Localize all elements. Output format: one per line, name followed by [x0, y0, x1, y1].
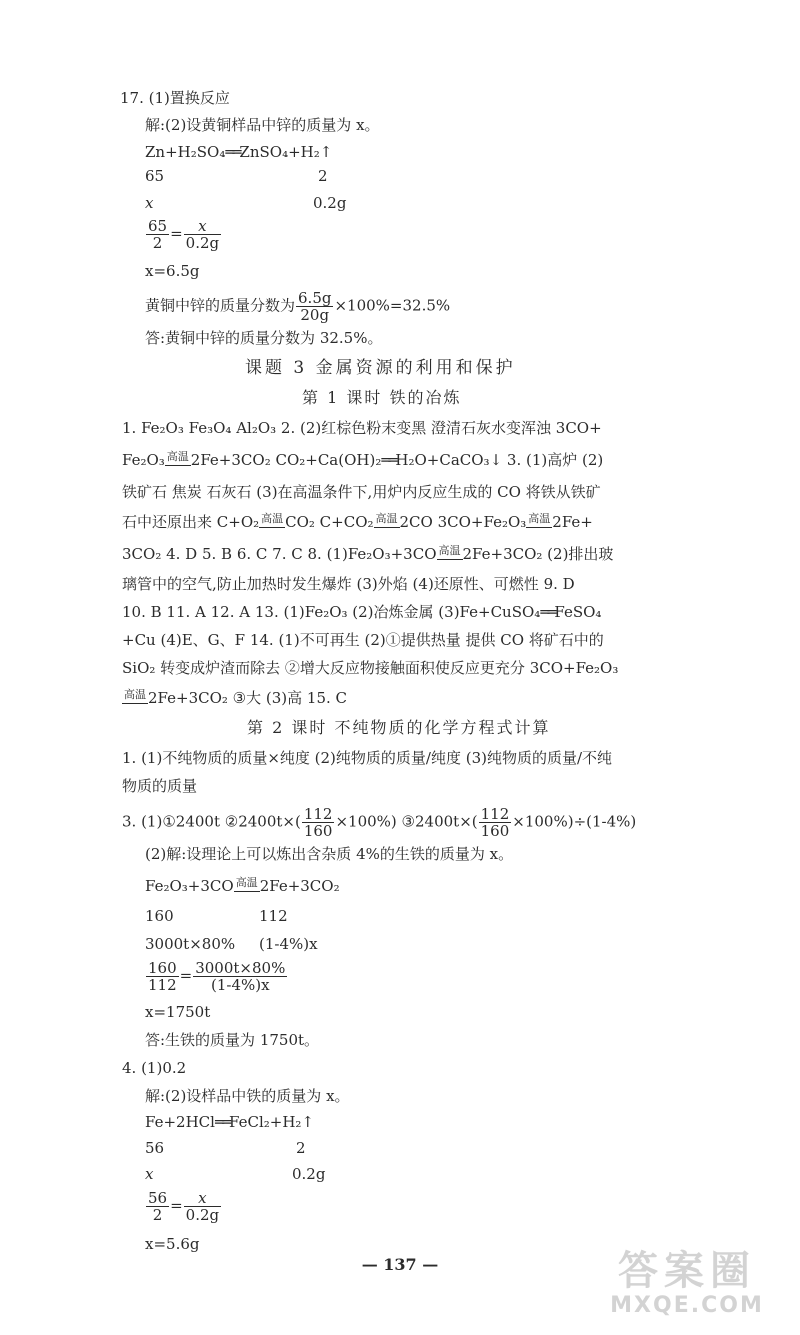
lesson2-iron-mass: (1-4%)x [259, 935, 318, 953]
text: 2Fe+3CO₂ [259, 877, 340, 895]
reaction-line [374, 527, 400, 532]
equal-sign: ══ [540, 603, 555, 621]
lesson1-line-9: SiO₂ 转变成炉渣而除去 ②增大反应物接触面积使反应更充分 3CO+Fe₂O₃ [122, 659, 619, 677]
high-temp-condition [259, 512, 285, 532]
q17-percent [145, 290, 450, 323]
denominator: 2 [152, 1206, 163, 1224]
q17-var-x: x [145, 194, 154, 212]
high-temp-condition [374, 512, 400, 532]
denominator: 160 [303, 822, 333, 840]
q4-var-x: x [145, 1165, 154, 1183]
condition-label: 高温 [375, 512, 398, 525]
fraction [146, 960, 179, 993]
denominator: 2 [152, 234, 163, 252]
denominator: 160 [480, 822, 510, 840]
lesson1-line-5 [122, 544, 613, 564]
reaction-line [234, 891, 260, 896]
text: H₂O+CaCO₃↓ 3. (1)高炉 (2) [395, 451, 604, 469]
q17-result: x=6.5g [145, 262, 200, 280]
fraction [184, 1190, 221, 1223]
text: 2CO 3CO+Fe₂O₃ [399, 513, 527, 531]
text: 3CO₂ 4. D 5. B 6. C 7. C 8. (1)Fe₂O₃+3CO [122, 545, 437, 563]
lesson2-solution-setup: (2)解:设理论上可以炼出含杂质 4%的生铁的质量为 x。 [145, 845, 514, 863]
condition-label: 高温 [235, 876, 258, 889]
denominator: 0.2g [185, 1206, 220, 1224]
q4-result: x=5.6g [145, 1235, 200, 1253]
high-temp-condition [234, 876, 260, 896]
lesson2-equation [145, 876, 340, 896]
lesson2-molar-fe: 112 [259, 907, 288, 925]
lesson2-answer: 答:生铁的质量为 1750t。 [145, 1031, 320, 1049]
lesson2-ratio: $\frac{160}{112}$ = $\frac{3000t\times 80\%}{(1-4\%)x}$ [148, 959, 286, 994]
lesson1-line-8: +Cu (4)E、G、F 14. (1)不可再生 (2)①提供热量 提供 CO 将矿石中的 [122, 631, 604, 649]
q17-molar-h2: 2 [318, 167, 328, 185]
lesson2-result: x=1750t [145, 1003, 211, 1021]
lesson-1-heading: 第 1 课时 铁的冶炼 [302, 388, 462, 407]
reaction-line [437, 559, 463, 564]
text: 2Fe+ [552, 513, 593, 531]
lesson2-molar-fe2o3: 160 [145, 907, 174, 925]
text: 2Fe+3CO₂ ③大 (3)高 15. C [148, 689, 348, 707]
watermark-text: 答案圈 [618, 1248, 756, 1294]
condition-label: 高温 [124, 688, 146, 701]
lesson1-line-7 [122, 602, 601, 622]
fraction [479, 806, 512, 839]
watermark-url: MXQE.COM [610, 1293, 764, 1318]
equal-sign: ══ [381, 451, 396, 469]
condition-label: 高温 [528, 512, 551, 525]
lesson1-line-6: 璃管中的空气,防止加热时发生爆炸 (3)外焰 (4)还原性、可燃性 9. D [122, 575, 575, 593]
denominator: 0.2g [185, 234, 220, 252]
numerator: 6.5g [298, 289, 332, 307]
q17-part1: 17. (1)置换反应 [120, 89, 230, 107]
percent-label: 黄铜中锌的质量分数为 [145, 296, 296, 315]
page-number: — 137 — [361, 1255, 439, 1274]
equation-right: FeCl₂+H₂↑ [229, 1113, 314, 1131]
q4-h2-mass: 0.2g [292, 1165, 326, 1183]
numerator: 56 [148, 1189, 168, 1207]
numerator: x [184, 1190, 221, 1207]
fraction [302, 806, 335, 839]
text: ×100%) ③2400t×( [335, 812, 478, 831]
numerator: 3000t×80% [195, 959, 286, 977]
numerator: 160 [148, 959, 177, 977]
high-temp-condition [437, 544, 463, 564]
equation-left: Zn+H₂SO₄ [145, 143, 226, 161]
q4-solution-setup: 解:(2)设样品中铁的质量为 x。 [145, 1087, 350, 1105]
numerator: x [184, 218, 221, 235]
q17-equation [145, 142, 332, 162]
condition-label: 高温 [166, 450, 189, 463]
q17-molar-zn: 65 [145, 167, 165, 185]
text: 石中还原出来 C+O₂ [122, 513, 260, 531]
lesson2-line-1: 1. (1)不纯物质的质量×纯度 (2)纯物质的质量/纯度 (3)纯物质的质量/不纯 [122, 749, 613, 767]
text: 2Fe+3CO₂ (2)排出玻 [462, 545, 614, 563]
watermark-logo [592, 1249, 782, 1329]
q17-h2-mass: 0.2g [313, 194, 347, 212]
q4-ratio: $\frac{56}{2}$ = $\frac{x}{0.2g}$ [148, 1189, 220, 1224]
lesson1-line-10 [122, 688, 347, 708]
fraction [146, 1190, 169, 1223]
denominator: 20g [300, 306, 330, 324]
text: 10. B 11. A 12. A 13. (1)Fe₂O₃ (2)冶炼金属 (3)Fe+CuSO₄ [122, 603, 541, 621]
fraction [193, 960, 287, 993]
text: Fe₂O₃ [122, 451, 165, 469]
fraction [146, 218, 169, 251]
lesson-2-heading: 第 2 课时 不纯物质的化学方程式计算 [247, 718, 551, 737]
lesson2-q3-part1 [122, 806, 636, 839]
condition-label: 高温 [261, 512, 284, 525]
text: ×100%)÷(1-4%) [512, 812, 637, 831]
text: FeSO₄ [554, 603, 602, 621]
lesson1-line-4 [122, 512, 593, 532]
denominator: 112 [148, 976, 177, 994]
text: 2Fe+3CO₂ CO₂+Ca(OH)₂ [190, 451, 382, 469]
text: 3. (1)①2400t ②2400t×( [122, 812, 301, 831]
equation-right: ZnSO₄+H₂↑ [239, 143, 333, 161]
equal-sign: ══ [214, 1113, 229, 1131]
q4-part1: 4. (1)0.2 [122, 1059, 187, 1077]
section-heading: 课题 3 金属资源的利用和保护 [245, 358, 516, 378]
text: CO₂ C+CO₂ [285, 513, 374, 531]
lesson2-line-2: 物质的质量 [122, 777, 198, 795]
q17-ratio: $\frac{65}{2}$ = $\frac{x}{0.2g}$ [148, 217, 220, 252]
numerator: 112 [303, 805, 333, 823]
reaction-line [165, 465, 191, 470]
reaction-line [526, 527, 552, 532]
high-temp-condition [526, 512, 552, 532]
q17-answer: 答:黄铜中锌的质量分数为 32.5%。 [145, 329, 383, 347]
lesson2-ore-mass: 3000t×80% [145, 935, 236, 953]
condition-label: 高温 [438, 544, 461, 557]
fraction [296, 290, 333, 323]
text: Fe₂O₃+3CO [145, 877, 234, 895]
denominator: (1-4%)x [210, 976, 270, 994]
q4-molar-h2: 2 [296, 1139, 306, 1157]
fraction [184, 218, 221, 251]
percent-result: ×100%=32.5% [334, 296, 451, 315]
high-temp-condition [165, 450, 191, 470]
lesson1-line-1: 1. Fe₂O₃ Fe₃O₄ Al₂O₃ 2. (2)红棕色粉末变黑 澄清石灰水变浑浊 3CO+ [122, 419, 602, 437]
lesson1-line-3: 铁矿石 焦炭 石灰石 (3)在高温条件下,用炉内反应生成的 CO 将铁从铁矿 [122, 483, 601, 501]
reaction-line [122, 703, 148, 708]
q4-molar-fe: 56 [145, 1139, 165, 1157]
q17-solution-setup: 解:(2)设黄铜样品中锌的质量为 x。 [145, 116, 380, 134]
reaction-line [259, 527, 285, 532]
equation-left: Fe+2HCl [145, 1113, 215, 1131]
numerator: 112 [480, 805, 510, 823]
lesson1-line-2 [122, 450, 603, 470]
q4-equation [145, 1112, 314, 1132]
equal-sign: ══ [225, 143, 240, 161]
numerator: 65 [148, 217, 168, 235]
high-temp-condition [122, 688, 148, 708]
